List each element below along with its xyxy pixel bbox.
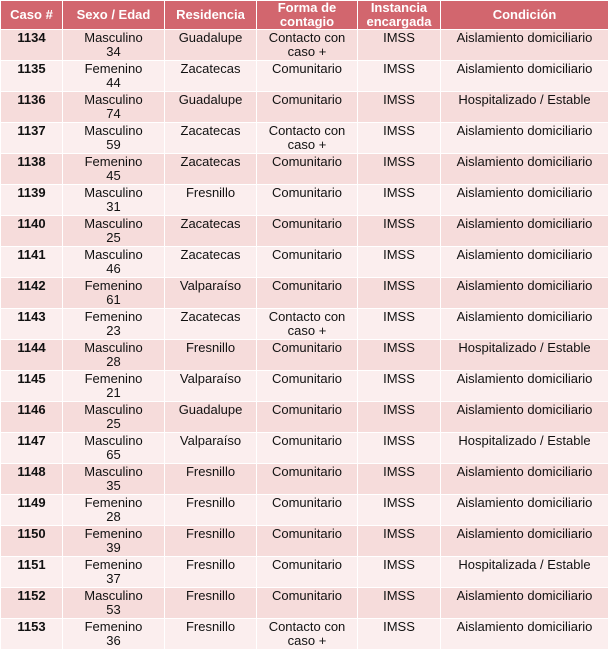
residencia-value: Fresnillo bbox=[186, 557, 235, 572]
table-row bbox=[1, 123, 608, 154]
cell-forma-contagio bbox=[257, 433, 358, 464]
instancia-value: IMSS bbox=[383, 216, 415, 231]
cell-forma-contagio bbox=[257, 464, 358, 495]
cell-caso bbox=[1, 92, 63, 123]
residencia-value: Fresnillo bbox=[186, 340, 235, 355]
residencia-value: Zacatecas bbox=[181, 61, 241, 76]
cell-forma-contagio bbox=[257, 185, 358, 216]
cell-caso bbox=[1, 557, 63, 588]
condicion-value: Hospitalizado / Estable bbox=[458, 433, 590, 448]
cell-sexo-edad bbox=[63, 340, 165, 371]
caso-number: 1138 bbox=[17, 154, 45, 169]
sexo-value: Femenino bbox=[85, 61, 143, 76]
instancia-value: IMSS bbox=[383, 278, 415, 293]
caso-number: 1149 bbox=[17, 495, 45, 510]
instancia-value: IMSS bbox=[383, 154, 415, 169]
cell-sexo-edad bbox=[63, 30, 165, 61]
edad-value: 39 bbox=[106, 540, 120, 555]
cell-caso bbox=[1, 185, 63, 216]
condicion-value: Hospitalizado / Estable bbox=[458, 92, 590, 107]
contagio-value: Comunitario bbox=[272, 371, 342, 386]
caso-number: 1153 bbox=[17, 619, 45, 634]
cell-condicion bbox=[441, 61, 608, 92]
cell-forma-contagio bbox=[257, 123, 358, 154]
cell-condicion bbox=[441, 495, 608, 526]
condicion-value: Aislamiento domiciliario bbox=[457, 464, 593, 479]
cell-caso bbox=[1, 340, 63, 371]
header-forma-contagio: Forma de contagio bbox=[257, 1, 358, 30]
cell-residencia bbox=[165, 464, 257, 495]
table-row bbox=[1, 619, 608, 650]
cell-residencia bbox=[165, 30, 257, 61]
cell-instancia bbox=[358, 371, 441, 402]
table-row bbox=[1, 371, 608, 402]
cell-forma-contagio bbox=[257, 619, 358, 650]
residencia-value: Fresnillo bbox=[186, 619, 235, 634]
instancia-value: IMSS bbox=[383, 495, 415, 510]
contagio-value: Comunitario bbox=[272, 185, 342, 200]
cell-forma-contagio bbox=[257, 92, 358, 123]
cell-sexo-edad bbox=[63, 278, 165, 309]
cell-condicion bbox=[441, 371, 608, 402]
cell-caso bbox=[1, 154, 63, 185]
condicion-value: Aislamiento domiciliario bbox=[457, 526, 593, 541]
residencia-value: Valparaíso bbox=[180, 371, 241, 386]
cell-condicion bbox=[441, 588, 608, 619]
sexo-value: Femenino bbox=[85, 154, 143, 169]
residencia-value: Fresnillo bbox=[186, 588, 235, 603]
cell-instancia bbox=[358, 557, 441, 588]
caso-number: 1135 bbox=[17, 61, 45, 76]
condicion-value: Aislamiento domiciliario bbox=[457, 30, 593, 45]
condicion-value: Aislamiento domiciliario bbox=[457, 588, 593, 603]
cell-condicion bbox=[441, 123, 608, 154]
table-row bbox=[1, 154, 608, 185]
cell-sexo-edad bbox=[63, 619, 165, 650]
caso-number: 1136 bbox=[17, 92, 45, 107]
cell-sexo-edad bbox=[63, 557, 165, 588]
contagio-value: Comunitario bbox=[272, 154, 342, 169]
cell-instancia bbox=[358, 278, 441, 309]
instancia-value: IMSS bbox=[383, 123, 415, 138]
cell-condicion bbox=[441, 185, 608, 216]
edad-value: 53 bbox=[106, 602, 120, 617]
cell-instancia bbox=[358, 30, 441, 61]
cell-condicion bbox=[441, 526, 608, 557]
caso-number: 1141 bbox=[17, 247, 45, 262]
table-row bbox=[1, 526, 608, 557]
cell-residencia bbox=[165, 526, 257, 557]
instancia-value: IMSS bbox=[383, 30, 415, 45]
sexo-value: Masculino bbox=[84, 340, 143, 355]
table-header bbox=[1, 1, 608, 30]
residencia-value: Valparaíso bbox=[180, 278, 241, 293]
edad-value: 44 bbox=[106, 75, 120, 90]
sexo-value: Masculino bbox=[84, 464, 143, 479]
table-row bbox=[1, 588, 608, 619]
caso-number: 1139 bbox=[17, 185, 45, 200]
table-row bbox=[1, 216, 608, 247]
condicion-value: Aislamiento domiciliario bbox=[457, 371, 593, 386]
contagio-value: Comunitario bbox=[272, 464, 342, 479]
cell-condicion bbox=[441, 340, 608, 371]
cell-forma-contagio bbox=[257, 402, 358, 433]
cell-instancia bbox=[358, 464, 441, 495]
caso-number: 1148 bbox=[17, 464, 45, 479]
contagio-value: Comunitario bbox=[272, 278, 342, 293]
edad-value: 25 bbox=[106, 416, 120, 431]
cell-residencia bbox=[165, 557, 257, 588]
caso-number: 1134 bbox=[17, 30, 45, 45]
header-instancia: Instancia encargada bbox=[358, 1, 441, 30]
cell-caso bbox=[1, 247, 63, 278]
cell-residencia bbox=[165, 495, 257, 526]
edad-value: 37 bbox=[106, 571, 120, 586]
caso-number: 1152 bbox=[17, 588, 45, 603]
cell-condicion bbox=[441, 464, 608, 495]
table-body bbox=[1, 30, 608, 650]
condicion-value: Aislamiento domiciliario bbox=[457, 216, 593, 231]
cell-forma-contagio bbox=[257, 371, 358, 402]
instancia-value: IMSS bbox=[383, 619, 415, 634]
condicion-value: Hospitalizada / Estable bbox=[458, 557, 590, 572]
instancia-value: IMSS bbox=[383, 371, 415, 386]
cell-sexo-edad bbox=[63, 185, 165, 216]
sexo-value: Masculino bbox=[84, 123, 143, 138]
cell-condicion bbox=[441, 92, 608, 123]
sexo-value: Masculino bbox=[84, 402, 143, 417]
table-row bbox=[1, 495, 608, 526]
edad-value: 28 bbox=[106, 354, 120, 369]
cell-forma-contagio bbox=[257, 340, 358, 371]
cell-caso bbox=[1, 433, 63, 464]
cell-caso bbox=[1, 278, 63, 309]
condicion-value: Aislamiento domiciliario bbox=[457, 61, 593, 76]
sexo-value: Masculino bbox=[84, 185, 143, 200]
cell-instancia bbox=[358, 309, 441, 340]
cell-sexo-edad bbox=[63, 433, 165, 464]
contagio-value: Comunitario bbox=[272, 526, 342, 541]
cell-sexo-edad bbox=[63, 247, 165, 278]
table-row bbox=[1, 309, 608, 340]
cell-residencia bbox=[165, 154, 257, 185]
residencia-value: Guadalupe bbox=[179, 30, 243, 45]
header-caso: Caso # bbox=[1, 1, 63, 30]
header-condicion: Condición bbox=[441, 1, 608, 30]
instancia-value: IMSS bbox=[383, 92, 415, 107]
contagio-value: Contacto con caso + bbox=[269, 309, 346, 338]
sexo-value: Femenino bbox=[85, 557, 143, 572]
cell-caso bbox=[1, 495, 63, 526]
cell-residencia bbox=[165, 371, 257, 402]
instancia-value: IMSS bbox=[383, 526, 415, 541]
cell-residencia bbox=[165, 123, 257, 154]
cell-caso bbox=[1, 464, 63, 495]
table-row bbox=[1, 557, 608, 588]
cell-condicion bbox=[441, 619, 608, 650]
condicion-value: Aislamiento domiciliario bbox=[457, 495, 593, 510]
cell-condicion bbox=[441, 278, 608, 309]
cell-condicion bbox=[441, 30, 608, 61]
cell-caso bbox=[1, 402, 63, 433]
instancia-value: IMSS bbox=[383, 185, 415, 200]
instancia-value: IMSS bbox=[383, 247, 415, 262]
cell-residencia bbox=[165, 340, 257, 371]
instancia-value: IMSS bbox=[383, 464, 415, 479]
cell-residencia bbox=[165, 588, 257, 619]
cell-caso bbox=[1, 309, 63, 340]
cell-caso bbox=[1, 123, 63, 154]
residencia-value: Guadalupe bbox=[179, 92, 243, 107]
caso-number: 1146 bbox=[17, 402, 45, 417]
edad-value: 74 bbox=[106, 106, 120, 121]
cell-instancia bbox=[358, 123, 441, 154]
caso-number: 1150 bbox=[17, 526, 45, 541]
cell-residencia bbox=[165, 216, 257, 247]
cell-caso bbox=[1, 588, 63, 619]
cell-forma-contagio bbox=[257, 557, 358, 588]
cell-sexo-edad bbox=[63, 402, 165, 433]
condicion-value: Aislamiento domiciliario bbox=[457, 154, 593, 169]
sexo-value: Femenino bbox=[85, 371, 143, 386]
cell-caso bbox=[1, 216, 63, 247]
cell-forma-contagio bbox=[257, 216, 358, 247]
cell-instancia bbox=[358, 340, 441, 371]
caso-number: 1140 bbox=[17, 216, 45, 231]
cell-condicion bbox=[441, 154, 608, 185]
cell-residencia bbox=[165, 247, 257, 278]
table-row bbox=[1, 30, 608, 61]
edad-value: 25 bbox=[106, 230, 120, 245]
table-row bbox=[1, 247, 608, 278]
cell-residencia bbox=[165, 92, 257, 123]
cell-sexo-edad bbox=[63, 92, 165, 123]
sexo-value: Femenino bbox=[85, 526, 143, 541]
contagio-value: Comunitario bbox=[272, 402, 342, 417]
contagio-value: Comunitario bbox=[272, 495, 342, 510]
cell-residencia bbox=[165, 309, 257, 340]
caso-number: 1143 bbox=[17, 309, 45, 324]
sexo-value: Masculino bbox=[84, 30, 143, 45]
cell-sexo-edad bbox=[63, 123, 165, 154]
instancia-value: IMSS bbox=[383, 433, 415, 448]
edad-value: 23 bbox=[106, 323, 120, 338]
cell-forma-contagio bbox=[257, 61, 358, 92]
sexo-value: Masculino bbox=[84, 247, 143, 262]
sexo-value: Femenino bbox=[85, 619, 143, 634]
condicion-value: Aislamiento domiciliario bbox=[457, 185, 593, 200]
residencia-value: Zacatecas bbox=[181, 154, 241, 169]
edad-value: 45 bbox=[106, 168, 120, 183]
condicion-value: Hospitalizado / Estable bbox=[458, 340, 590, 355]
condicion-value: Aislamiento domiciliario bbox=[457, 619, 593, 634]
header-residencia: Residencia bbox=[165, 1, 257, 30]
sexo-value: Masculino bbox=[84, 433, 143, 448]
edad-value: 34 bbox=[106, 44, 120, 59]
table-row bbox=[1, 185, 608, 216]
cell-residencia bbox=[165, 61, 257, 92]
table-row bbox=[1, 278, 608, 309]
edad-value: 31 bbox=[106, 199, 120, 214]
instancia-value: IMSS bbox=[383, 340, 415, 355]
cell-residencia bbox=[165, 185, 257, 216]
edad-value: 28 bbox=[106, 509, 120, 524]
residencia-value: Zacatecas bbox=[181, 309, 241, 324]
residencia-value: Zacatecas bbox=[181, 216, 241, 231]
edad-value: 65 bbox=[106, 447, 120, 462]
caso-number: 1142 bbox=[17, 278, 45, 293]
contagio-value: Comunitario bbox=[272, 247, 342, 262]
header-row bbox=[1, 1, 608, 30]
table-row bbox=[1, 61, 608, 92]
cell-forma-contagio bbox=[257, 526, 358, 557]
cell-caso bbox=[1, 619, 63, 650]
contagio-value: Comunitario bbox=[272, 61, 342, 76]
cell-instancia bbox=[358, 433, 441, 464]
table-row bbox=[1, 92, 608, 123]
contagio-value: Contacto con caso + bbox=[269, 30, 346, 59]
sexo-value: Masculino bbox=[84, 588, 143, 603]
cell-residencia bbox=[165, 619, 257, 650]
condicion-value: Aislamiento domiciliario bbox=[457, 247, 593, 262]
cell-forma-contagio bbox=[257, 309, 358, 340]
cell-forma-contagio bbox=[257, 30, 358, 61]
edad-value: 36 bbox=[106, 633, 120, 648]
residencia-value: Fresnillo bbox=[186, 464, 235, 479]
contagio-value: Comunitario bbox=[272, 433, 342, 448]
residencia-value: Fresnillo bbox=[186, 495, 235, 510]
residencia-value: Valparaíso bbox=[180, 433, 241, 448]
cell-condicion bbox=[441, 557, 608, 588]
cell-sexo-edad bbox=[63, 495, 165, 526]
sexo-value: Masculino bbox=[84, 216, 143, 231]
cell-instancia bbox=[358, 216, 441, 247]
cell-instancia bbox=[358, 526, 441, 557]
instancia-value: IMSS bbox=[383, 557, 415, 572]
cell-instancia bbox=[358, 247, 441, 278]
cell-condicion bbox=[441, 247, 608, 278]
caso-number: 1145 bbox=[17, 371, 45, 386]
sexo-value: Femenino bbox=[85, 309, 143, 324]
cell-condicion bbox=[441, 402, 608, 433]
contagio-value: Comunitario bbox=[272, 557, 342, 572]
table-row bbox=[1, 464, 608, 495]
condicion-value: Aislamiento domiciliario bbox=[457, 278, 593, 293]
cell-sexo-edad bbox=[63, 216, 165, 247]
condicion-value: Aislamiento domiciliario bbox=[457, 123, 593, 138]
cell-sexo-edad bbox=[63, 154, 165, 185]
residencia-value: Zacatecas bbox=[181, 123, 241, 138]
edad-value: 61 bbox=[106, 292, 120, 307]
cell-instancia bbox=[358, 588, 441, 619]
cell-sexo-edad bbox=[63, 61, 165, 92]
cell-instancia bbox=[358, 185, 441, 216]
cell-instancia bbox=[358, 619, 441, 650]
caso-number: 1147 bbox=[17, 433, 45, 448]
instancia-value: IMSS bbox=[383, 588, 415, 603]
cell-forma-contagio bbox=[257, 588, 358, 619]
cell-caso bbox=[1, 30, 63, 61]
residencia-value: Guadalupe bbox=[179, 402, 243, 417]
cell-condicion bbox=[441, 433, 608, 464]
cell-sexo-edad bbox=[63, 588, 165, 619]
contagio-value: Comunitario bbox=[272, 216, 342, 231]
contagio-value: Contacto con caso + bbox=[269, 123, 346, 152]
residencia-value: Zacatecas bbox=[181, 247, 241, 262]
residencia-value: Fresnillo bbox=[186, 185, 235, 200]
cell-caso bbox=[1, 61, 63, 92]
cell-instancia bbox=[358, 61, 441, 92]
cell-caso bbox=[1, 371, 63, 402]
cell-forma-contagio bbox=[257, 247, 358, 278]
cell-sexo-edad bbox=[63, 526, 165, 557]
cell-instancia bbox=[358, 495, 441, 526]
sexo-value: Masculino bbox=[84, 92, 143, 107]
caso-number: 1137 bbox=[17, 123, 45, 138]
cell-instancia bbox=[358, 154, 441, 185]
cell-residencia bbox=[165, 402, 257, 433]
cell-sexo-edad bbox=[63, 464, 165, 495]
contagio-value: Contacto con caso + bbox=[269, 619, 346, 648]
caso-number: 1144 bbox=[17, 340, 45, 355]
instancia-value: IMSS bbox=[383, 61, 415, 76]
edad-value: 59 bbox=[106, 137, 120, 152]
contagio-value: Comunitario bbox=[272, 340, 342, 355]
edad-value: 35 bbox=[106, 478, 120, 493]
table-row bbox=[1, 402, 608, 433]
instancia-value: IMSS bbox=[383, 402, 415, 417]
cell-caso bbox=[1, 526, 63, 557]
edad-value: 21 bbox=[106, 385, 120, 400]
cell-residencia bbox=[165, 278, 257, 309]
instancia-value: IMSS bbox=[383, 309, 415, 324]
condicion-value: Aislamiento domiciliario bbox=[457, 309, 593, 324]
residencia-value: Fresnillo bbox=[186, 526, 235, 541]
cell-condicion bbox=[441, 309, 608, 340]
cell-forma-contagio bbox=[257, 495, 358, 526]
cell-residencia bbox=[165, 433, 257, 464]
contagio-value: Comunitario bbox=[272, 588, 342, 603]
cell-sexo-edad bbox=[63, 371, 165, 402]
cell-forma-contagio bbox=[257, 154, 358, 185]
table-row bbox=[1, 433, 608, 464]
cell-condicion bbox=[441, 216, 608, 247]
sexo-value: Femenino bbox=[85, 278, 143, 293]
cell-forma-contagio bbox=[257, 278, 358, 309]
contagio-value: Comunitario bbox=[272, 92, 342, 107]
cell-instancia bbox=[358, 92, 441, 123]
sexo-value: Femenino bbox=[85, 495, 143, 510]
cell-instancia bbox=[358, 402, 441, 433]
cell-sexo-edad bbox=[63, 309, 165, 340]
header-sexo-edad: Sexo / Edad bbox=[63, 1, 165, 30]
condicion-value: Aislamiento domiciliario bbox=[457, 402, 593, 417]
edad-value: 46 bbox=[106, 261, 120, 276]
caso-number: 1151 bbox=[17, 557, 45, 572]
table-row bbox=[1, 340, 608, 371]
